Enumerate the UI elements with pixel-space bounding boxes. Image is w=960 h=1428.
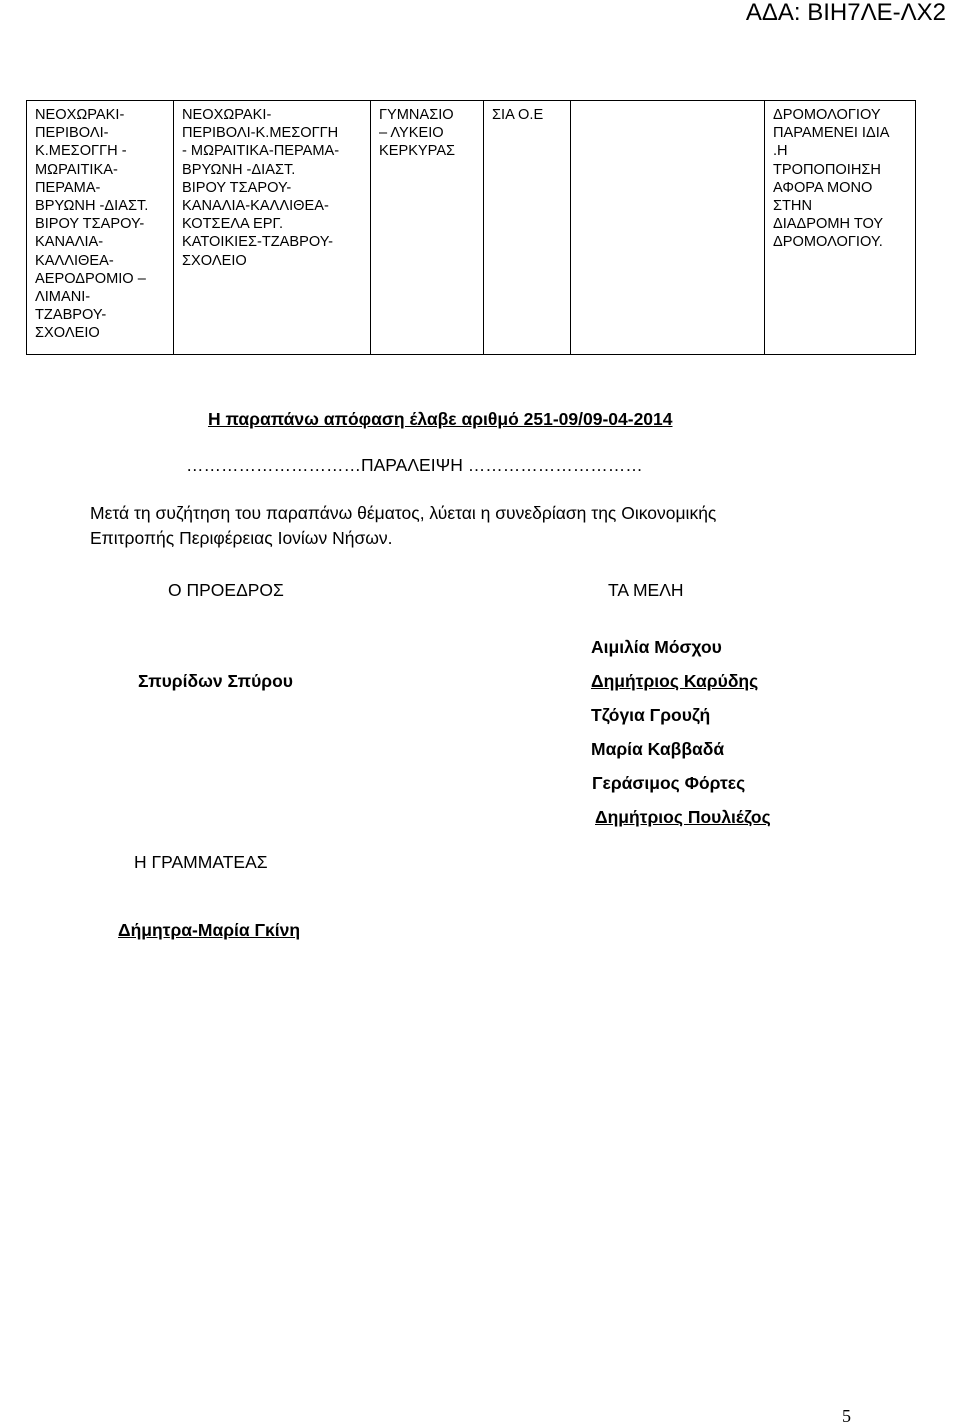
table-cell-route-from	[27, 101, 174, 355]
closing-line-2: Επιτροπής Περιφέρειας Ιονίων Νήσων.	[90, 528, 393, 548]
cell-text: ΔΡΟΜΟΛΟΓΙΟΥ ΠΑΡΑΜΕΝΕΙ ΙΔΙΑ .Η ΤΡΟΠΟΠΟΙΗΣΗ ΑΦΟΡΑ ΜΟΝΟ ΣΤΗΝ ΔΙΑΔΡΟΜΗ ΤΟΥ ΔΡΟΜΟΛΟΓΙΟΥ.	[773, 107, 890, 251]
table-cell-route-to	[174, 101, 371, 355]
decision-number-text: Η παραπάνω απόφαση έλαβε αριθμό 251-09/09-04-2014	[208, 409, 673, 429]
secretary-label: Η ΓΡΑΜΜΑΤΕΑΣ	[134, 852, 268, 872]
member-name: Μαρία Καββαδά	[591, 739, 725, 759]
president-name: Σπυρίδων Σπύρου	[138, 671, 293, 691]
member-name: Αιμιλία Μόσχου	[591, 637, 722, 657]
closing-paragraph	[90, 501, 853, 551]
cell-text: ΓΥΜΝΑΣΙΟ – ΛΥΚΕΙΟ ΚΕΡΚΥΡΑΣ	[379, 107, 456, 160]
routes-table	[26, 100, 916, 355]
table-cell-contractor	[484, 101, 571, 355]
table-row	[27, 101, 916, 355]
members-label: ΤΑ ΜΕΛΗ	[608, 580, 684, 600]
cell-text: ΣΙΑ Ο.Ε	[492, 107, 544, 123]
cell-text: ΝΕΟΧΩΡΑΚΙ- ΠΕΡΙΒΟΛΙ- Κ.ΜΕΣΟΓΓΗ - ΜΩΡΑΙΤΙΚΑ- ΠΕΡΑΜΑ- ΒΡΥΩΝΗ -ΔΙΑΣΤ. ΒΙΡΟΥ ΤΣΑΡΟΥ- ΚΑΝΑΛΙΑ- ΚΑΛΛΙΘΕΑ- ΑΕΡΟΔΡΟΜΙΟ – ΛΙΜΑΝΙ- ΤΖΑΒΡΟΥ- ΣΧΟΛΕΙΟ	[35, 107, 149, 342]
closing-line-1: Μετά τη συζήτηση του παραπάνω θέματος, λύεται η συνεδρίαση της Οικονομικής	[90, 503, 717, 523]
member-name: Δημήτριος Πουλιέζος	[595, 807, 771, 827]
page-number: 5	[842, 1406, 851, 1426]
member-name: Γεράσιμος Φόρτες	[592, 773, 746, 793]
omission-text: …………………………ΠΑΡΑΛΕΙΨΗ …………………………	[186, 455, 643, 475]
member-name: Δημήτριος Καρύδης	[591, 671, 759, 691]
table-cell-school	[371, 101, 484, 355]
table-cell-remarks	[765, 101, 916, 355]
table-cell-empty	[571, 101, 765, 355]
cell-text: ΝΕΟΧΩΡΑΚΙ- ΠΕΡΙΒΟΛΙ-Κ.ΜΕΣΟΓΓΗ - ΜΩΡΑΙΤΙΚΑ-ΠΕΡΑΜΑ- ΒΡΥΩΝΗ -ΔΙΑΣΤ. ΒΙΡΟΥ ΤΣΑΡΟΥ- ΚΑΝΑΛΙΑ-ΚΑΛΛΙΘΕΑ- ΚΟΤΣΕΛΑ ΕΡΓ. ΚΑΤΟΙΚΙΕΣ-ΤΖΑΒΡΟΥ- ΣΧΟΛΕΙΟ	[182, 107, 340, 269]
member-name: Τζόγια Γρουζή	[591, 705, 711, 725]
ada-code: ΑΔΑ: ΒΙΗ7ΛΕ-ΛΧ2	[745, 0, 946, 26]
secretary-name: Δήμητρα-Μαρία Γκίνη	[118, 920, 301, 940]
president-label: Ο ΠΡΟΕΔΡΟΣ	[168, 580, 284, 600]
